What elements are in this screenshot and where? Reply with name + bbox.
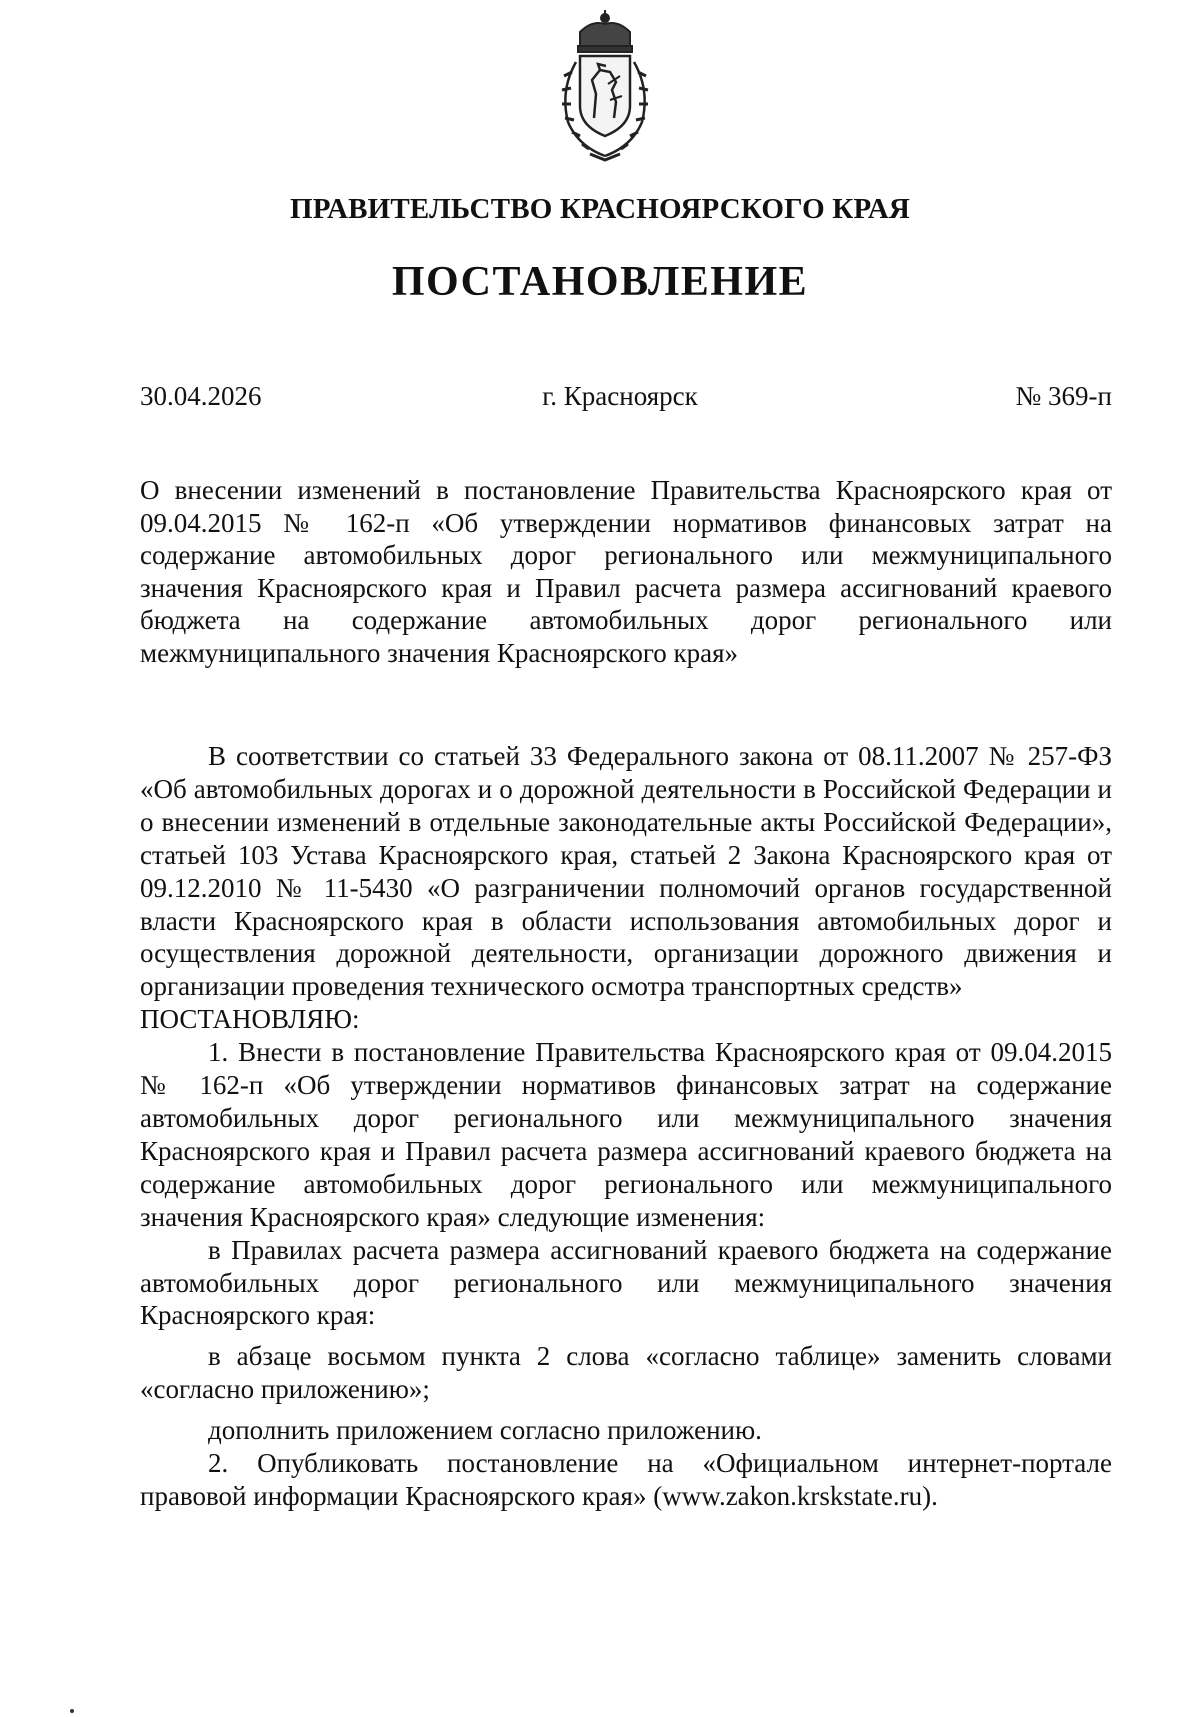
- scan-mark: [70, 1709, 74, 1713]
- item-1-rules-paragraph: в Правилах расчета размера ассигнований краевого бюджета на содержание автомобильных дорог регионального или межмуниципального значения Красноярского края:: [140, 1234, 1112, 1331]
- krasnoyarsk-coat-of-arms-icon: [550, 10, 660, 162]
- document-type-heading: ПОСТАНОВЛЕНИЕ: [391, 259, 809, 305]
- document-date: 30.04.2026: [140, 381, 262, 411]
- item-1-paragraph: 1. Внести в постановление Правительства Красноярского края от 09.04.2015 № 162-п «Об утверждении нормативов финансовых затрат на содержание автомобильных дорог регионального или межмуниципального значения Красноярского края и Правил расчета размера ассигнований краевого бюджета на содержание автомобильных дорог регионального или межмуниципального значения Красноярского края» следующие изменения:: [140, 1037, 1112, 1232]
- document-city: г. Красноярск: [542, 381, 698, 411]
- government-title: ПРАВИТЕЛЬСТВО КРАСНОЯРСКОГО КРАЯ: [289, 193, 911, 225]
- document-subject: О внесении изменений в постановление Правительства Красноярского края от 09.04.2015 № 162-п «Об утверждении нормативов финансовых затрат на содержание автомобильных дорог регионального или межмуниципального значения Красноярского края и Правил расчета размера ассигнований краевого бюджета на содержание автомобильных дорог регионального или межмуниципального значения Красноярского края»: [140, 475, 1112, 668]
- preamble-paragraph: В соответствии со статьей 33 Федерального закона от 08.11.2007 № 257-ФЗ «Об автомобильных дорогах и о дорожной деятельности в Российской Федерации и о внесении изменений в отдельные законодательные акты Российской Федерации», статьей 103 Устава Красноярского края, статьей 2 Закона Красноярского края от 09.12.2010 № 11-5430 «О разграничении полномочий органов государственной власти Красноярского края в области использования автомобильных дорог и осуществления дорожной деятельности, организации дорожного движения и организации проведения технического осмотра транспортных средств»: [140, 741, 1112, 1002]
- item-1-change-2-paragraph: дополнить приложением согласно приложению.: [208, 1415, 762, 1446]
- resolve-word: ПОСТАНОВЛЯЮ:: [140, 1004, 360, 1035]
- item-1-change-1-paragraph: в абзаце восьмом пункта 2 слова «согласно таблице» заменить словами «согласно приложению»;: [140, 1341, 1112, 1405]
- document-number: № 369-п: [1015, 381, 1112, 411]
- document-body: [140, 740, 1112, 1513]
- item-2-paragraph: 2. Опубликовать постановление на «Официальном интернет-портале правовой информации Красноярского края» (www.zakon.krskstate.ru).: [140, 1448, 1112, 1511]
